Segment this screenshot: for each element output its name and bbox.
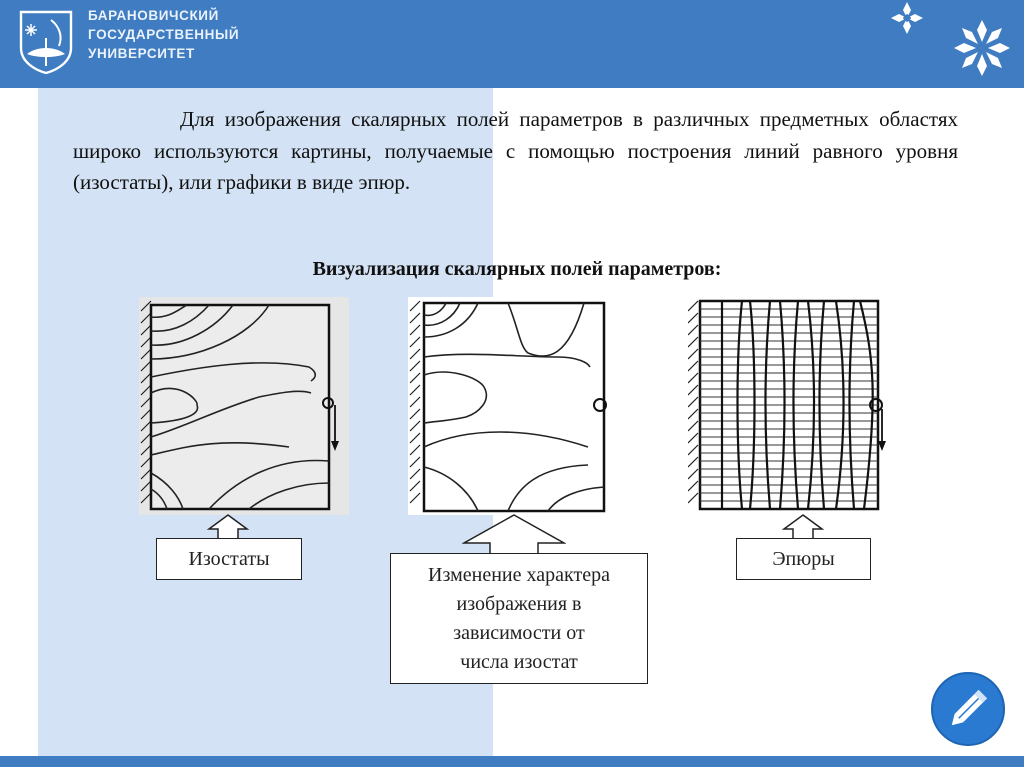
- snowflake-ornament-icon: [880, 0, 934, 38]
- bottom-bar: [0, 756, 1024, 767]
- change-label-line-3: зависимости от: [453, 622, 585, 644]
- change-label-line-2: изображения в: [456, 593, 582, 615]
- isostats-figure: [139, 297, 349, 515]
- university-name-line-3: УНИВЕРСИТЕТ: [88, 46, 195, 61]
- change-label: [390, 553, 648, 684]
- university-name-line-2: ГОСУДАРСТВЕННЫЙ: [88, 27, 240, 42]
- edit-button[interactable]: [931, 672, 1005, 746]
- intro-paragraph: Для изображения скалярных полей параметров в различных предметных областях широко используются картины, получаемые с помощью построения линий равного уровня (изостаты), или графики в виде эпюр.: [73, 107, 958, 194]
- change-pointer-icon: [462, 513, 566, 555]
- change-label-line-4: числа изостат: [460, 651, 578, 673]
- snowflake-ornament-large-icon: [952, 18, 1012, 78]
- changed-isostats-figure: [408, 297, 618, 515]
- epures-pointer-icon: [782, 513, 824, 541]
- university-emblem-icon: [17, 8, 75, 74]
- header-bar: [0, 0, 1024, 88]
- university-name-line-1: БАРАНОВИЧСКИЙ: [88, 8, 219, 23]
- epures-label: Эпюры: [736, 538, 871, 580]
- university-name: [88, 6, 239, 63]
- epures-figure: [688, 297, 888, 515]
- pencil-icon: [933, 674, 1003, 744]
- isostats-pointer-icon: [207, 513, 249, 541]
- figure-subtitle: Визуализация скалярных полей параметров:: [312, 258, 722, 280]
- change-label-line-1: Изменение характера: [428, 564, 610, 586]
- isostats-label: Изостаты: [156, 538, 302, 580]
